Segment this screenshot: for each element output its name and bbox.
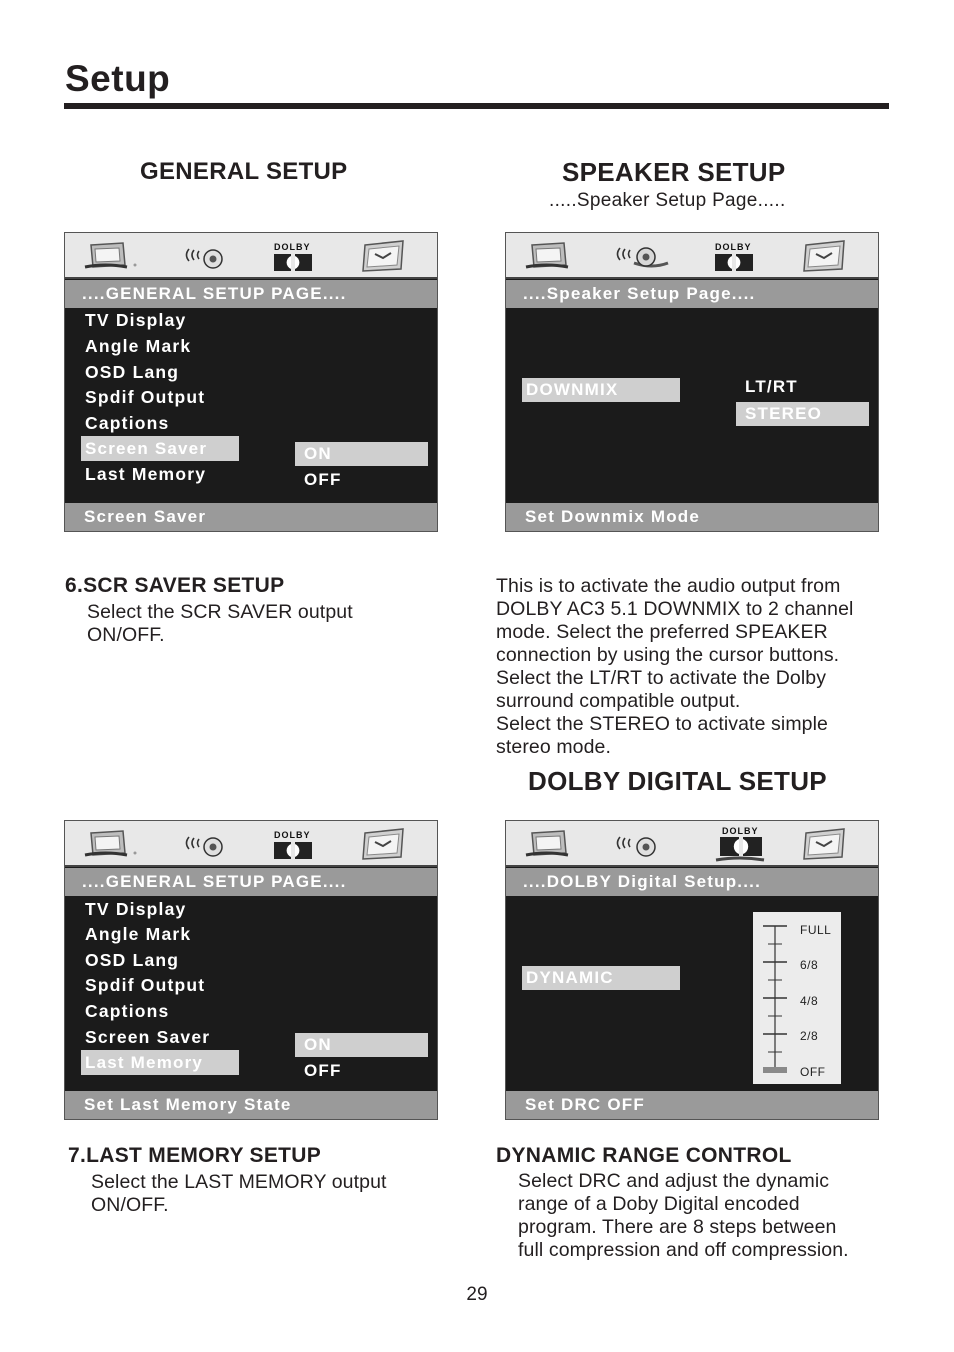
menu-item-last-memory[interactable]: Last Memory xyxy=(85,464,207,484)
osd-status-bar: Set Downmix Mode xyxy=(506,503,878,531)
text-line: This is to activate the audio output from xyxy=(496,575,841,597)
menu-item-tv-display[interactable]: TV Display xyxy=(85,310,187,330)
title-divider xyxy=(64,103,889,109)
osd-page-bar: ....GENERAL SETUP PAGE.... xyxy=(65,280,437,308)
menu-item-spdif-output[interactable]: Spdif Output xyxy=(85,387,206,407)
text-line: connection by using the cursor buttons. xyxy=(496,644,840,666)
dolby-logo-icon[interactable] xyxy=(274,841,314,861)
menu-item-last-memory-selected[interactable]: Last Memory xyxy=(81,1050,239,1075)
menu-item-tv-display[interactable]: TV Display xyxy=(85,899,187,919)
option-off[interactable]: OFF xyxy=(304,470,342,489)
speaker-icon[interactable] xyxy=(612,829,662,859)
scale-label-6-8: 6/8 xyxy=(800,958,819,972)
settings-tray-icon[interactable] xyxy=(359,239,409,273)
osd-icon-bar xyxy=(65,821,437,867)
osd-status-bar: Set DRC OFF xyxy=(506,1091,878,1119)
dolby-digital-setup-heading: DOLBY DIGITAL SETUP xyxy=(528,766,827,796)
dolby-label: DOLBY xyxy=(722,826,759,836)
speaker-icon[interactable] xyxy=(181,241,231,271)
scr-saver-heading: 6.SCR SAVER SETUP xyxy=(65,574,285,597)
page-title: Setup xyxy=(65,58,171,99)
text-line: stereo mode. xyxy=(496,736,612,758)
option-on-highlighted[interactable]: ON xyxy=(295,442,428,466)
dolby-logo-icon[interactable] xyxy=(274,253,314,273)
text-line: range of a Doby Digital encoded xyxy=(518,1193,800,1215)
option-on-highlighted[interactable]: ON xyxy=(295,1033,428,1057)
option-lt-rt[interactable]: LT/RT xyxy=(745,377,798,396)
drc-slider-thumb[interactable] xyxy=(763,1067,787,1073)
dolby-logo-icon[interactable] xyxy=(715,253,755,273)
drc-description xyxy=(518,1170,849,1262)
scale-label-full: FULL xyxy=(800,923,832,937)
speaker-icon[interactable] xyxy=(181,829,231,859)
settings-tray-icon[interactable] xyxy=(800,239,850,273)
text-line: ON/OFF. xyxy=(91,1194,169,1216)
text-line: surround compatible output. xyxy=(496,690,741,712)
text-line: Select the STEREO to activate simple xyxy=(496,713,828,735)
text-line: Select the SCR SAVER output xyxy=(87,601,353,623)
dolby-label: DOLBY xyxy=(274,830,311,840)
dolby-label: DOLBY xyxy=(274,242,311,252)
text-line: program. There are 8 steps between xyxy=(518,1216,837,1238)
general-setup-heading: GENERAL SETUP xyxy=(140,158,348,185)
option-stereo-highlighted[interactable]: STEREO xyxy=(736,402,869,426)
last-memory-heading: 7.LAST MEMORY SETUP xyxy=(68,1144,322,1167)
menu-item-screen-saver-selected[interactable]: Screen Saver xyxy=(81,436,239,461)
osd-icon-bar xyxy=(65,233,437,279)
text-line: Select the LAST MEMORY output xyxy=(91,1171,387,1193)
scale-label-4-8: 4/8 xyxy=(800,994,819,1008)
text-line: full compression and off compression. xyxy=(518,1239,849,1261)
last-memory-description xyxy=(91,1171,387,1217)
text-line: Select DRC and adjust the dynamic xyxy=(518,1170,830,1192)
dolby-logo-icon[interactable] xyxy=(714,836,766,864)
menu-item-angle-mark[interactable]: Angle Mark xyxy=(85,336,192,356)
tv-screen-icon[interactable] xyxy=(524,239,580,271)
speaker-setup-subheading: .....Speaker Setup Page..... xyxy=(549,190,786,211)
osd-status-bar: Set Last Memory State xyxy=(65,1091,437,1119)
osd-icon-bar xyxy=(506,233,878,279)
osd-status-bar: Screen Saver xyxy=(65,503,437,531)
menu-item-osd-lang[interactable]: OSD Lang xyxy=(85,362,180,382)
osd-page-bar: ....Speaker Setup Page.... xyxy=(506,280,878,308)
drc-level-scale[interactable] xyxy=(753,912,841,1084)
speaker-icon[interactable] xyxy=(612,239,674,273)
scale-label-2-8: 2/8 xyxy=(800,1029,819,1043)
osd-page-bar: ....DOLBY Digital Setup.... xyxy=(506,868,878,896)
tv-screen-icon[interactable] xyxy=(83,827,139,859)
text-line: ON/OFF. xyxy=(87,624,165,646)
settings-tray-icon[interactable] xyxy=(800,827,850,861)
text-line: DOLBY AC3 5.1 DOWNMIX to 2 channel xyxy=(496,598,854,620)
settings-tray-icon[interactable] xyxy=(359,827,409,861)
menu-item-captions[interactable]: Captions xyxy=(85,1001,170,1021)
osd-dolby-panel xyxy=(505,820,879,1120)
dolby-label: DOLBY xyxy=(715,242,752,252)
osd-speaker-panel xyxy=(505,232,879,532)
osd-icon-bar xyxy=(506,821,878,867)
drc-heading: DYNAMIC RANGE CONTROL xyxy=(496,1144,792,1167)
menu-item-dynamic-selected[interactable]: DYNAMIC xyxy=(522,966,680,990)
menu-item-angle-mark[interactable]: Angle Mark xyxy=(85,924,192,944)
menu-item-screen-saver[interactable]: Screen Saver xyxy=(85,1027,211,1047)
tv-screen-icon[interactable] xyxy=(83,239,139,271)
menu-item-downmix-selected[interactable]: DOWNMIX xyxy=(522,378,680,402)
osd-last-memory-panel xyxy=(64,820,438,1120)
menu-item-captions[interactable]: Captions xyxy=(85,413,170,433)
option-off[interactable]: OFF xyxy=(304,1061,342,1080)
speaker-setup-heading: SPEAKER SETUP xyxy=(562,157,786,187)
menu-item-osd-lang[interactable]: OSD Lang xyxy=(85,950,180,970)
osd-screen-saver-panel xyxy=(64,232,438,532)
drc-slider-track[interactable] xyxy=(761,922,789,1078)
tv-screen-icon[interactable] xyxy=(524,827,580,859)
page-number: 29 xyxy=(466,1284,488,1305)
scale-label-off: OFF xyxy=(800,1065,826,1079)
text-line: mode. Select the preferred SPEAKER xyxy=(496,621,828,643)
scr-saver-description xyxy=(87,601,353,647)
menu-item-spdif-output[interactable]: Spdif Output xyxy=(85,975,206,995)
osd-page-bar: ....GENERAL SETUP PAGE.... xyxy=(65,868,437,896)
text-line: Select the LT/RT to activate the Dolby xyxy=(496,667,827,689)
speaker-description xyxy=(496,575,853,759)
